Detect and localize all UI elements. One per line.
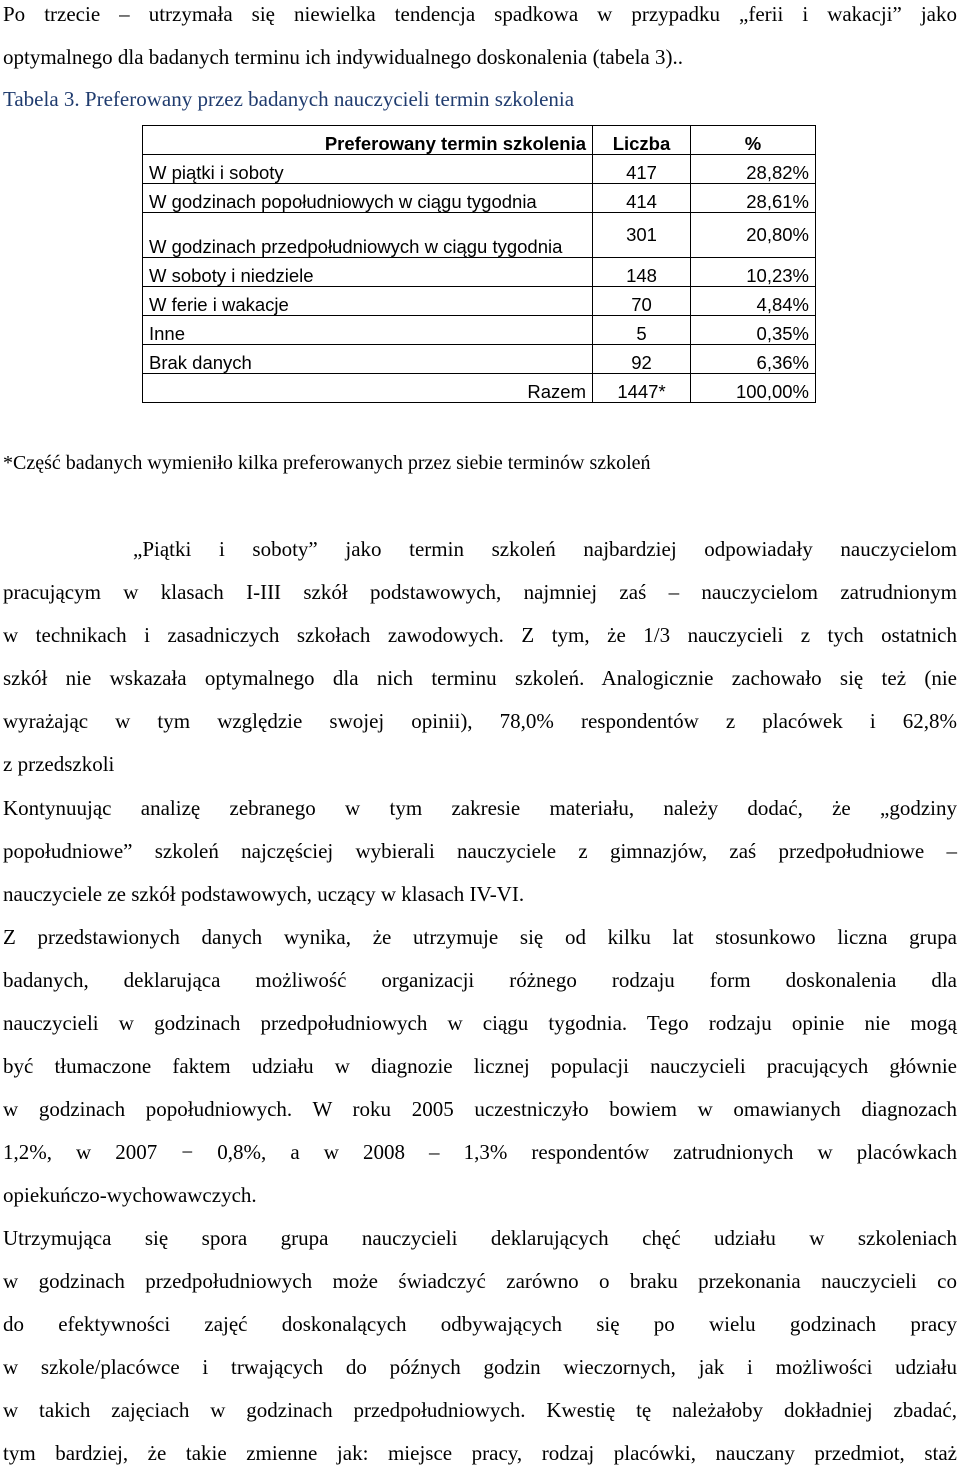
term-cell: W ferie i wakacje <box>143 287 593 316</box>
total-label: Razem <box>143 374 593 403</box>
table-total-row <box>143 374 816 403</box>
percent-cell: 0,35% <box>691 316 816 345</box>
total-count: 1447* <box>593 374 691 403</box>
table-row <box>143 155 816 184</box>
body-line: w takich zajęciach w godzinach przedpołudniowych. Kwestię tę należałoby dokładniej zbadać, <box>3 1398 957 1422</box>
body-line: Z przedstawionych danych wynika, że utrzymuje się od kilku lat stosunkowo liczna grupa <box>3 925 957 949</box>
body-line: w szkole/placówce i trwających do późnych godzin wieczornych, jak i możliwości udziału <box>3 1355 957 1379</box>
column-header-percent: % <box>691 126 816 155</box>
table-caption: Tabela 3. Preferowany przez badanych nauczycieli termin szkolenia <box>3 87 575 111</box>
percent-cell: 20,80% <box>691 213 816 258</box>
table-row <box>143 287 816 316</box>
body-line: Utrzymująca się spora grupa nauczycieli deklarujących chęć udziału w szkoleniach <box>3 1226 957 1250</box>
term-cell: Inne <box>143 316 593 345</box>
intro-line: Po trzecie – utrzymała się niewielka tendencja spadkowa w przypadku „ferii i wakacji” jako <box>3 2 957 26</box>
body-line: nauczycieli w godzinach przedpołudniowych w ciągu tygodnia. Tego rodzaju opinie nie mogą <box>3 1011 957 1035</box>
column-header-count: Liczba <box>593 126 691 155</box>
body-line: szkół nie wskazała optymalnego dla nich terminu szkoleń. Analogicznie zachowało się też (nie <box>3 666 957 690</box>
term-cell: W godzinach popołudniowych w ciągu tygodnia <box>143 184 593 213</box>
body-line: wyrażając w tym względzie swojej opinii), 78,0% respondentów z placówek i 62,8% <box>3 709 957 733</box>
percent-cell: 28,82% <box>691 155 816 184</box>
body-line: opiekuńczo-wychowawczych. <box>3 1183 257 1207</box>
body-line: Kontynuując analizę zebranego w tym zakresie materiału, należy dodać, że „godziny <box>3 796 957 820</box>
count-cell: 5 <box>593 316 691 345</box>
body-line: w technikach i zasadniczych szkołach zawodowych. Z tym, że 1/3 nauczycieli z tych ostatnich <box>3 623 957 647</box>
body-line: pracującym w klasach I-III szkół podstawowych, najmniej zaś – nauczycielom zatrudnionym <box>3 580 957 604</box>
body-line: z przedszkoli <box>3 752 115 776</box>
body-line: badanych, deklarująca możliwość organizacji różnego rodzaju form doskonalenia dla <box>3 968 957 992</box>
total-percent: 100,00% <box>691 374 816 403</box>
table-row <box>143 316 816 345</box>
percent-cell: 6,36% <box>691 345 816 374</box>
percent-cell: 10,23% <box>691 258 816 287</box>
term-cell: W godzinach przedpołudniowych w ciągu tygodnia <box>143 213 593 258</box>
body-line: 1,2%, w 2007 − 0,8%, a w 2008 – 1,3% respondentów zatrudnionych w placówkach <box>3 1140 957 1164</box>
table-header-row <box>143 126 816 155</box>
term-cell: W piątki i soboty <box>143 155 593 184</box>
table-row <box>143 213 816 258</box>
table-row <box>143 184 816 213</box>
percent-cell: 4,84% <box>691 287 816 316</box>
body-line: w godzinach popołudniowych. W roku 2005 uczestniczyło bowiem w omawianych diagnozach <box>3 1097 957 1121</box>
intro-line: optymalnego dla badanych terminu ich indywidualnego doskonalenia (tabela 3).. <box>3 45 683 69</box>
term-cell: W soboty i niedziele <box>143 258 593 287</box>
table-row <box>143 258 816 287</box>
body-line: do efektywności zajęć doskonalących odbywających się po wielu godzinach pracy <box>3 1312 957 1336</box>
table-footnote: *Część badanych wymieniło kilka preferowanych przez siebie terminów szkoleń <box>3 452 651 474</box>
count-cell: 70 <box>593 287 691 316</box>
body-line: „Piątki i soboty” jako termin szkoleń najbardziej odpowiadały nauczycielom <box>133 537 957 561</box>
body-line: w godzinach przedpołudniowych może świadczyć zarówno o braku przekonania nauczycieli co <box>3 1269 957 1293</box>
count-cell: 92 <box>593 345 691 374</box>
preferred-term-table <box>142 125 816 403</box>
count-cell: 301 <box>593 213 691 258</box>
body-line: popołudniowe” szkoleń najczęściej wybierali nauczyciele z gimnazjów, zaś przedpołudniowe – <box>3 839 957 863</box>
count-cell: 417 <box>593 155 691 184</box>
body-line: tym bardziej, że takie zmienne jak: miejsce pracy, rodzaj placówki, nauczany przedmiot, staż <box>3 1441 957 1465</box>
body-line: być tłumaczone faktem udziału w diagnozie licznej populacji nauczycieli pracujących głównie <box>3 1054 957 1078</box>
percent-cell: 28,61% <box>691 184 816 213</box>
term-cell: Brak danych <box>143 345 593 374</box>
count-cell: 414 <box>593 184 691 213</box>
column-header-term: Preferowany termin szkolenia <box>143 126 593 155</box>
body-line: nauczyciele ze szkół podstawowych, uczący w klasach IV-VI. <box>3 882 525 906</box>
table-row <box>143 345 816 374</box>
count-cell: 148 <box>593 258 691 287</box>
